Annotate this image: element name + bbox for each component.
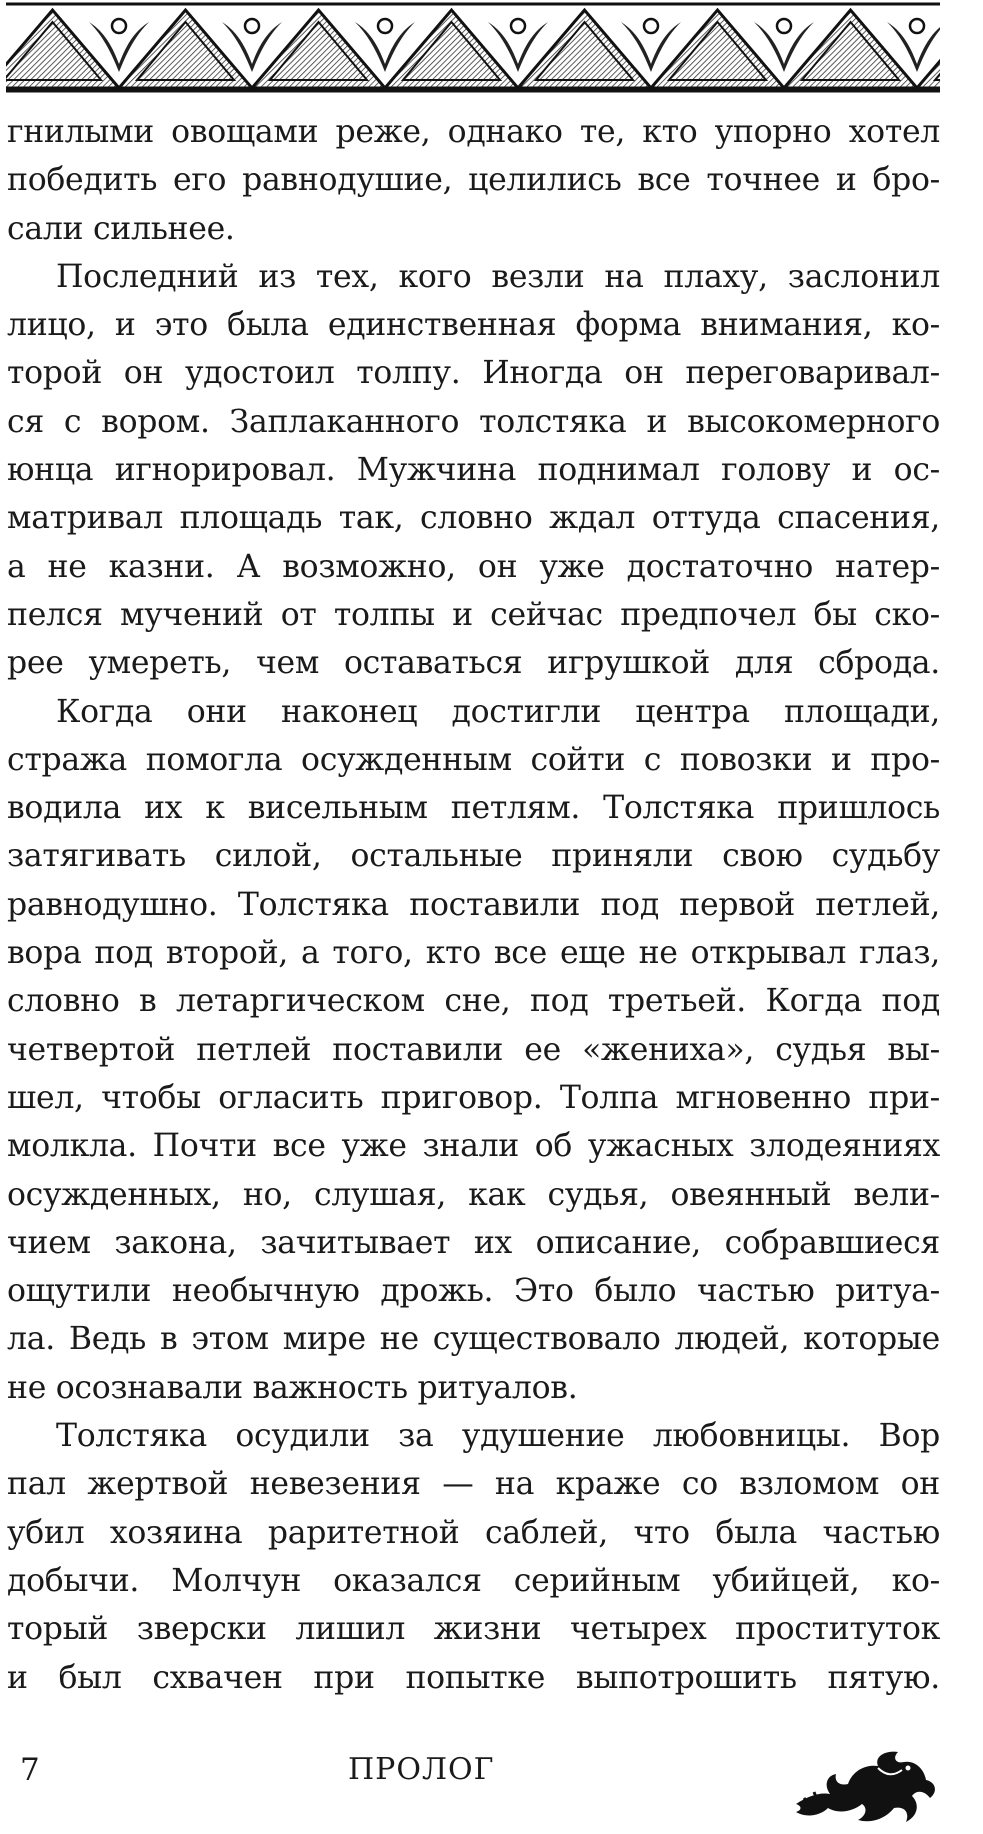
text-line: чием закона, зачитывает их описание, собравшиеся xyxy=(7,1224,940,1261)
text-line: а не казни. А возможно, он уже достаточно натер- xyxy=(7,548,940,585)
text-line: вора под второй, а того, кто все еще не открывал глаз, xyxy=(7,935,940,972)
page-number: 7 xyxy=(20,1752,40,1788)
ornamental-border-icon xyxy=(6,2,940,94)
page-footer xyxy=(0,1740,983,1834)
text-line: ся с вором. Заплаканного толстяка и высокомерного xyxy=(7,403,940,440)
text-line: Толстяка осудили за удушение любовницы. Вор xyxy=(56,1418,940,1455)
running-head: ПРОЛОГ xyxy=(348,1752,495,1787)
text-line: юнца игнорировал. Мужчина поднимал голову и ос- xyxy=(7,452,940,489)
text-line: равнодушно. Толстяка поставили под первой петлей, xyxy=(7,886,940,923)
text-line: не осознавали важность ритуалов. xyxy=(7,1369,578,1406)
text-line: затягивать силой, остальные приняли свою судьбу xyxy=(7,838,940,875)
text-line: рее умереть, чем оставаться игрушкой для сброда. xyxy=(7,645,940,682)
text-line: пал жертвой невезения — на краже со взломом он xyxy=(7,1466,940,1503)
text-line: матривал площадь так, словно ждал оттуда спасения, xyxy=(7,500,940,537)
text-line: ощутили необычную дрожь. Это было частью ритуа- xyxy=(7,1273,940,1310)
text-line: сали сильнее. xyxy=(7,210,235,247)
text-line: победить его равнодушие, целились все точнее и бро- xyxy=(7,162,940,199)
text-line: и был схвачен при попытке выпотрошить пятую. xyxy=(7,1659,940,1696)
text-line: пелся мучений от толпы и сейчас предпочел бы ско- xyxy=(7,596,940,633)
dragon-icon xyxy=(790,1746,940,1832)
body-text xyxy=(7,108,940,1702)
text-line: ла. Ведь в этом мире не существовало людей, которые xyxy=(7,1321,940,1358)
text-line: словно в летаргическом сне, под третьей. Когда под xyxy=(7,983,940,1020)
text-line: четвертой петлей поставили ее «жениха», судья вы- xyxy=(7,1031,940,1068)
text-line: Когда они наконец достигли центра площади, xyxy=(56,693,940,730)
text-line: осужденных, но, слушая, как судья, овеянный вели- xyxy=(7,1176,940,1213)
text-line: молкла. Почти все уже знали об ужасных злодеяниях xyxy=(7,1128,940,1165)
text-line: лицо, и это была единственная форма внимания, ко- xyxy=(7,307,940,344)
text-line: добычи. Молчун оказался серийным убийцей, ко- xyxy=(7,1562,940,1599)
text-line: шел, чтобы огласить приговор. Толпа мгновенно при- xyxy=(7,1079,940,1116)
text-line: торой он удостоил толпу. Иногда он переговаривал- xyxy=(7,355,940,392)
text-line: гнилыми овощами реже, однако те, кто упорно хотел xyxy=(7,114,940,150)
text-line: водила их к висельным петлям. Толстяка пришлось xyxy=(7,790,940,827)
text-line: убил хозяина раритетной саблей, что была частью xyxy=(7,1514,940,1551)
text-line: стража помогла осужденным сойти с повозки и про- xyxy=(7,741,940,778)
text-line: Последний из тех, кого везли на плаху, заслонил xyxy=(56,258,940,295)
text-line: торый зверски лишил жизни четырех проституток xyxy=(7,1611,940,1648)
